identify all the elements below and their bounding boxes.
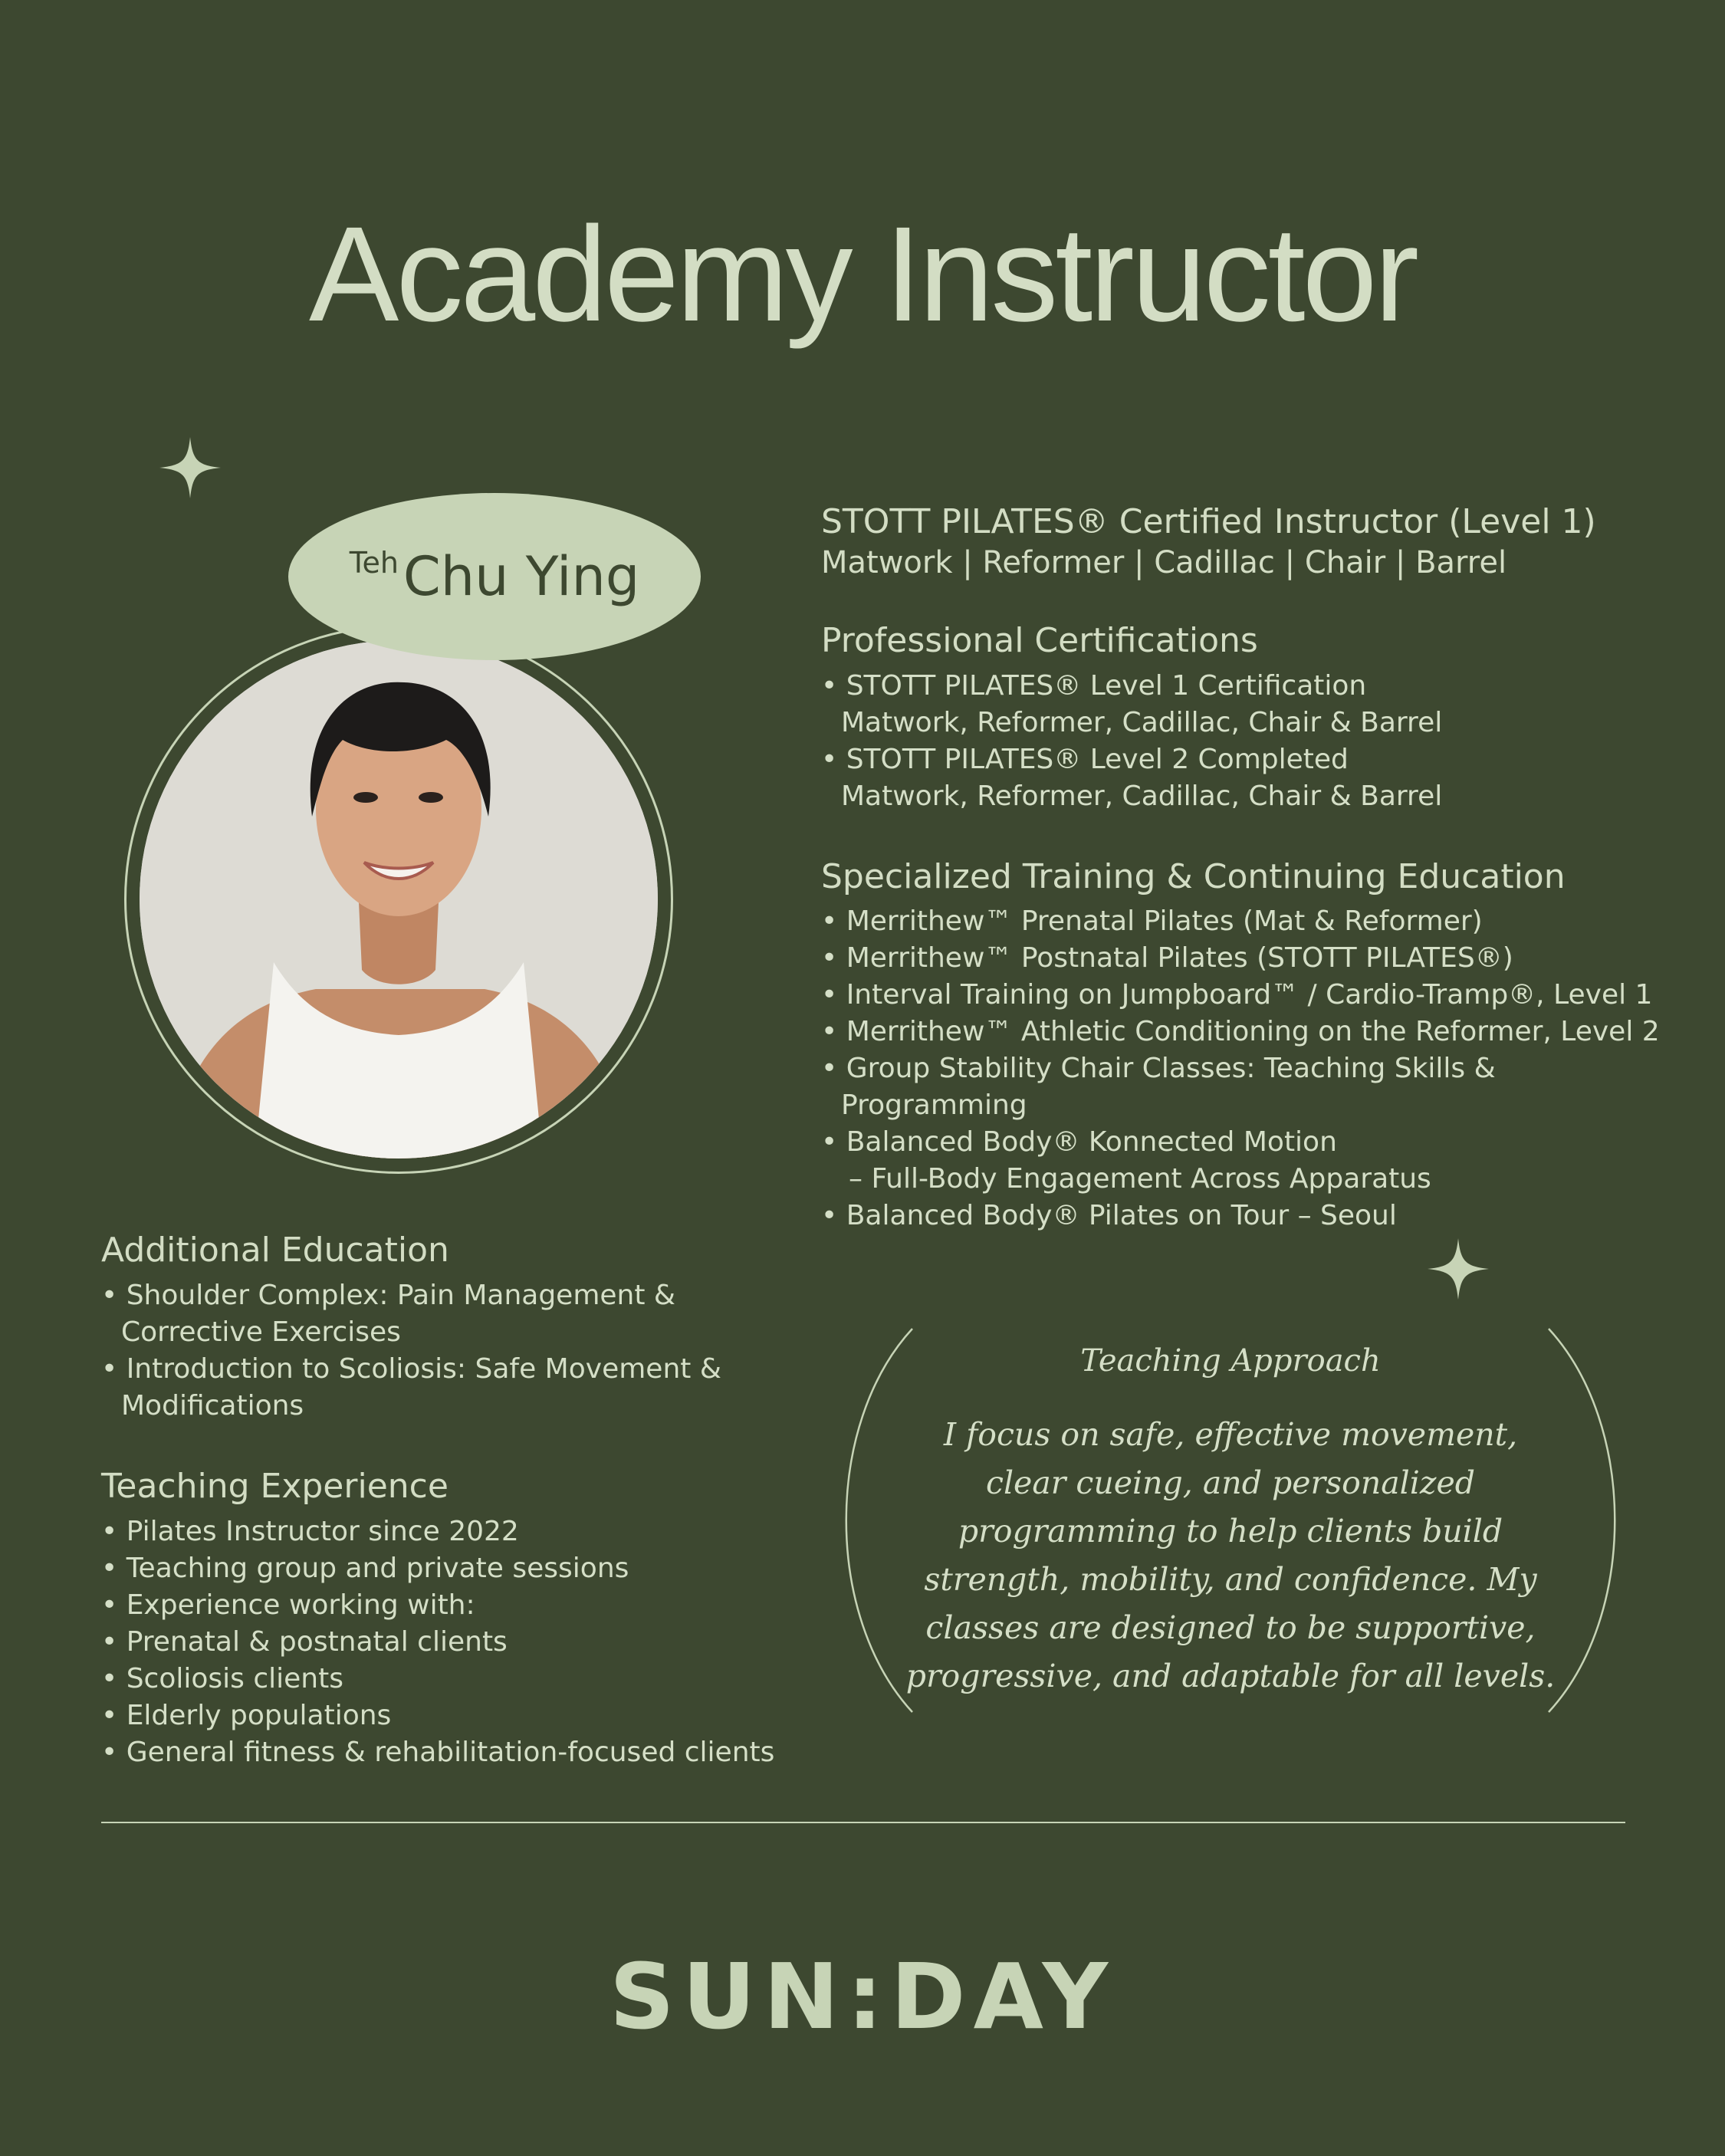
list-item: • Introduction to Scoliosis: Safe Movement & Modifications [101,1351,791,1425]
list-item-continuation: – Full-Body Engagement Across Apparatus [849,1163,1431,1195]
teaching-approach-text: I focus on safe, effective movement, clear cueing, and personalized programming to help clients build strength, mobility, and confidence. My classes are designed to be supportive, progressive, and adaptable for all levels. [905,1416,1556,1694]
surname: Teh [349,546,399,580]
list-item: • Scoliosis clients [101,1661,791,1698]
list-item: • Balanced Body® Konnected Motion [821,1124,1687,1161]
list-item: • Merrithew™ Postnatal Pilates (STOTT PILATES®) [821,940,1687,977]
list-item: • Experience working with: [101,1587,791,1624]
list-item: • Merrithew™ Prenatal Pilates (Mat & Reformer) [821,903,1687,940]
list-item: • Group Stability Chair Classes: Teaching Skills & Programming [821,1050,1687,1124]
list-item: • General fitness & rehabilitation-focused clients [101,1734,791,1771]
name-badge [288,493,701,660]
section-title-teaching-experience: Teaching Experience [101,1466,449,1506]
teaching-experience-list [101,1513,791,1771]
list-item: • Merrithew™ Athletic Conditioning on the Reformer, Level 2 [821,1014,1687,1050]
sparkle-icon [1428,1238,1489,1300]
headline-credential: STOTT PILATES® Certified Instructor (Level 1) [821,502,1596,541]
teaching-approach-title: Teaching Approach [1080,1343,1381,1379]
page-title: Academy Instructor [308,199,1417,350]
divider [101,1822,1625,1823]
brand-logo: SUN:DAY [609,1944,1116,2049]
section-title-additional-education: Additional Education [101,1231,449,1270]
section-title-specialized: Specialized Training & Continuing Education [821,856,1566,896]
section-title-certifications: Professional Certifications [821,620,1258,660]
list-item: • Elderly populations [101,1698,791,1734]
headline-apparatus: Matwork | Reformer | Cadillac | Chair | Barrel [821,544,1507,580]
list-item: • Balanced Body® Pilates on Tour – Seoul [821,1198,1687,1234]
list-item: • Prenatal & postnatal clients [101,1624,791,1661]
list-item: • STOTT PILATES® Level 1 Certification Matwork, Reformer, Cadillac, Chair & Barrel [821,668,1687,741]
certifications-list [821,668,1687,815]
list-item: • Pilates Instructor since 2022 [101,1513,791,1550]
credentials-column [821,502,1687,1234]
additional-education-list [101,1277,791,1425]
given-name: Chu Ying [402,545,640,608]
sparkle-icon [159,437,221,498]
specialized-list [821,903,1687,1234]
experience-column [101,1231,791,1771]
list-item: • Teaching group and private sessions [101,1550,791,1587]
instructor-photo [140,640,658,1159]
list-item: • STOTT PILATES® Level 2 Completed Matwork, Reformer, Cadillac, Chair & Barrel [821,741,1687,815]
list-item: • Shoulder Complex: Pain Management & Corrective Exercises [101,1277,791,1351]
teaching-approach [836,1326,1625,1717]
list-item: • Interval Training on Jumpboard™ / Cardio-Tramp®, Level 1 [821,977,1687,1014]
